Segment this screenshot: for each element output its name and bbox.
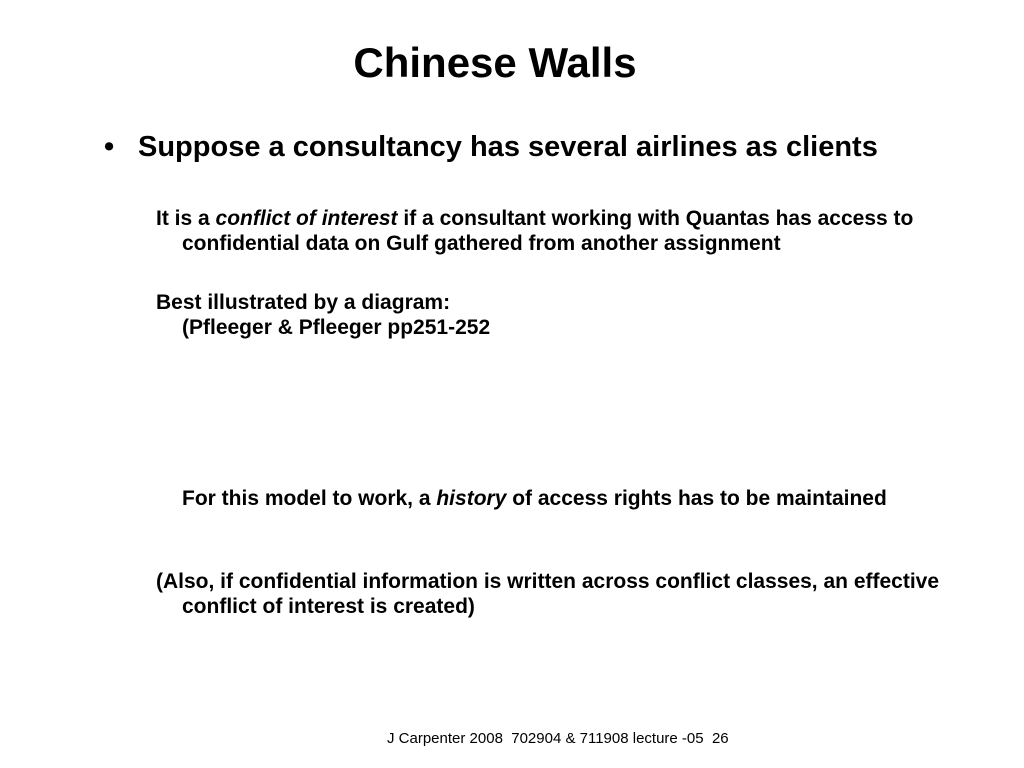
sub-item-history bbox=[156, 486, 942, 511]
sub-item-text-before: It is a bbox=[156, 207, 216, 230]
sub-item-line2: (Pfleeger & Pfleeger pp251-252 bbox=[182, 316, 491, 339]
sub-item-conflict-of-interest bbox=[156, 206, 942, 256]
sub-item-text-after: if a consultant working with Quantas has access to confidential data on Gulf gathered from another assignment bbox=[182, 207, 914, 255]
sub-item-line1: Best illustrated by a diagram: bbox=[156, 291, 451, 314]
bullet-item bbox=[104, 130, 904, 164]
sub-item-emphasis: history bbox=[436, 487, 507, 510]
sub-item-text-before: For this model to work, a bbox=[182, 487, 437, 510]
sub-item-emphasis: conflict of interest bbox=[215, 207, 398, 230]
sub-item-diagram-reference bbox=[156, 290, 942, 340]
bullet-marker: • bbox=[104, 131, 115, 163]
slide-footer: J Carpenter 2008 702904 & 711908 lecture -05 26 bbox=[387, 730, 729, 747]
sub-item-also-note: (Also, if confidential information is written across conflict classes, an effective conflict of interest is created) bbox=[156, 570, 940, 618]
sub-item-text-after: of access rights has to be maintained bbox=[506, 487, 887, 510]
slide-title: Chinese Walls bbox=[353, 39, 637, 86]
bullet-text: Suppose a consultancy has several airlines as clients bbox=[138, 131, 878, 163]
